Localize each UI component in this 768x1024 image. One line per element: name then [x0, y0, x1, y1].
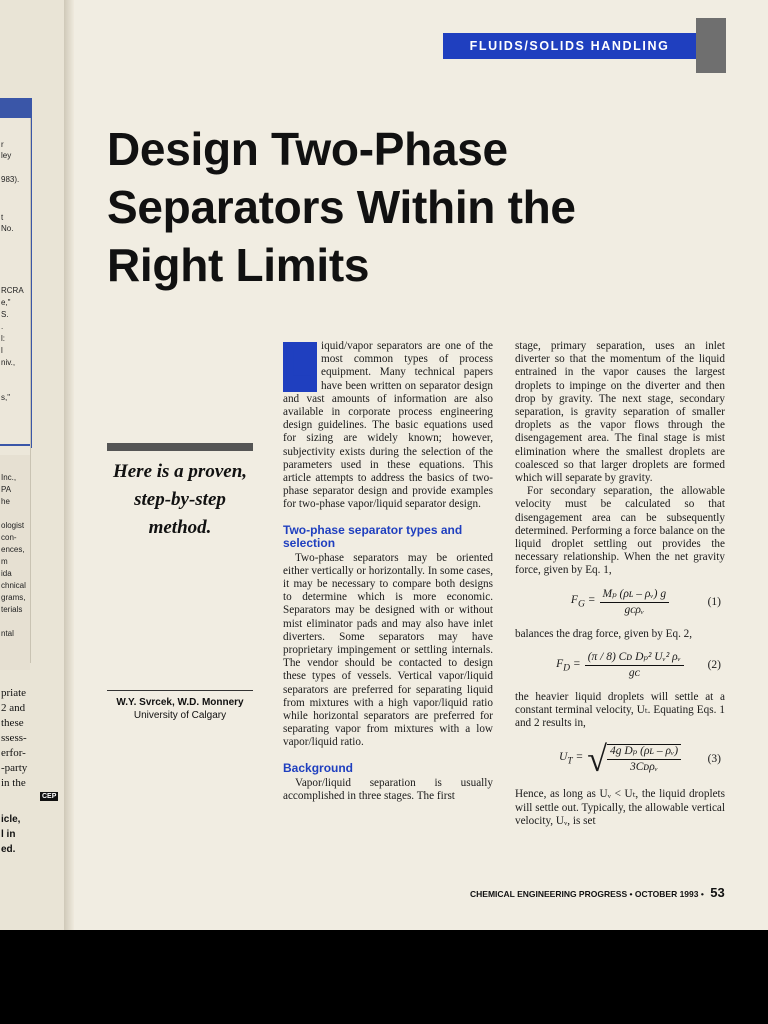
facing-fragment: ntal: [1, 629, 14, 638]
facing-fragment: ologist: [1, 521, 25, 530]
facing-page-sidebar-2: [0, 455, 30, 670]
section-tag-corner: [696, 18, 726, 73]
authors: W.Y. Svrcek, W.D. Monnery: [116, 697, 244, 708]
facing-fragment: l: [1, 346, 3, 355]
footer-bullet: •: [700, 889, 704, 899]
affiliation: University of Calgary: [133, 710, 227, 721]
eq3-label: (3): [707, 752, 721, 765]
article-deck: Here is a proven, step-by-step method.: [112, 461, 248, 538]
facing-fragment: S.: [1, 310, 9, 319]
body-column-1: [283, 340, 493, 803]
paragraph: For secondary separation, the allowable velocity must be calculated so that disengagement area can be subsequently determined. Performing a force balance on the liquid droplet settling out provides the necessary relationship. When the net gravity force, given by Eq. 1,: [515, 485, 725, 577]
facing-text-line: 2 and: [1, 702, 26, 714]
subhead-background: Background: [283, 760, 354, 775]
facing-rule: [0, 444, 30, 446]
facing-fragment: grams,: [1, 593, 26, 602]
paragraph: balances the drag force, given by Eq. 2,: [515, 627, 693, 640]
facing-text-line: icle,: [1, 814, 21, 825]
facing-text-line: ssess-: [1, 732, 27, 744]
eq3-radicand: $\frac{\text{4g Dₚ (ρʟ – ρᵥ)}}{\text{3Cᴅρᵥ}}$: [607, 744, 681, 774]
paragraph: Two-phase separators may be oriented either vertically or horizontally. In some cases, it may be necessary to compare both designs to determine which is more economic. Separators may be designed with or without mist eliminator pads and may also have inlet diverters. Some separators may have proprietary impingement or settling internals. The vendor should be contacted to design these types of vessels. Vertical vapor/liquid separators are preferred for separating liquid from mixtures with a high vapor/liquid ratio while horizontal separators are preferred for separating vapor from mixtures with a low vapor/liquid ratio.: [283, 551, 493, 749]
eq2-label: (2): [707, 659, 721, 672]
facing-text-line: -party: [1, 762, 28, 774]
equation-1: [515, 584, 725, 622]
sqrt-sign: √: [587, 739, 607, 780]
facing-fragment: chnical: [1, 581, 26, 590]
facing-fragment: l:: [1, 334, 5, 343]
eq2-fraction: $\frac{\text{(π / 8) Cᴅ Dₚ² Uᵥ² ρᵥ}}{\text{gᴄ}}$: [585, 651, 684, 680]
intro-paragraph: [283, 340, 493, 512]
facing-fragment: PA: [1, 485, 12, 494]
section-tag: FLUIDS/SOLIDS HANDLING: [443, 33, 696, 59]
facing-fragment: Inc.,: [1, 473, 17, 482]
facing-fragment: RCRA: [1, 286, 24, 295]
facing-fragment: con-: [1, 533, 17, 542]
facing-text-line: in the: [1, 777, 26, 789]
facing-fragment: ida: [1, 569, 12, 578]
drop-cap: L: [283, 342, 317, 392]
footer-bullet: •: [629, 889, 633, 899]
facing-text-line: l in: [1, 829, 16, 840]
facing-fragment: ley: [1, 151, 12, 160]
facing-fragment: r: [1, 140, 4, 149]
facing-fragment: .: [1, 322, 4, 331]
eq3-lhs: $U_T$ =: [558, 751, 584, 767]
facing-text-line: priate: [1, 687, 27, 699]
byline-rule: [107, 690, 253, 691]
facing-page-strip: [0, 0, 64, 930]
page-number: 53: [710, 885, 725, 900]
facing-fragment: t: [1, 213, 4, 222]
article-title: Design Two-Phase Separators Within the Right Limits: [107, 123, 576, 291]
facing-fragment: No.: [1, 224, 14, 233]
eq2-lhs: $F_D$ =: [556, 657, 581, 673]
body-column-2: [515, 340, 725, 828]
facing-fragment: niv.,: [1, 358, 16, 367]
facing-fragment: ences,: [1, 545, 25, 554]
facing-fragment: e,": [1, 298, 11, 307]
facing-fragment: 983).: [1, 175, 20, 184]
eq1-label: (1): [707, 596, 721, 609]
subhead-types: Two-phase separator types and selection: [283, 522, 463, 550]
cep-end-mark: CEP: [42, 793, 57, 800]
facing-fragment: he: [1, 497, 10, 506]
deck-rule: [107, 443, 253, 451]
journal-name: CHEMICAL ENGINEERING PROGRESS: [470, 889, 628, 899]
byline: [107, 696, 253, 722]
paragraph: the heavier liquid droplets will settle at a constant terminal velocity, Uₜ. Equating Eqs. 1 and 2 results in,: [515, 690, 725, 730]
page-footer: [470, 885, 725, 900]
issue-date: OCTOBER 1993: [634, 889, 699, 899]
facing-fragment: m: [1, 557, 8, 566]
facing-text-line: these: [1, 717, 24, 729]
eq1-fraction: $\frac{\text{Mₚ (ρʟ – ρᵥ) g}}{\text{gᴄρᵥ}}$: [600, 588, 670, 617]
paragraph: stage, primary separation, uses an inlet diverter so that the momentum of the liquid entrained in the vapor causes the largest droplets to impinge on the diverter and then drop by gravity. The next stage, secondary separation, is gravity separation of smaller droplets as the vapor flows through the disengagement area. The final stage is mist elimination where the smallest droplets are coalesced so that larger droplets are formed which will separate by gravity.: [515, 340, 725, 485]
page-gutter: [64, 0, 74, 930]
facing-text-line: erfor-: [1, 747, 26, 759]
intro-text: iquid/vapor separators are one of the most common types of process equipment. Many technical papers have been written on separator design and vast amounts of information are also available in corporate process engineering design guidelines. The basic equations used for sizing are widely known; however, subjectivity exists during the selection of the parameters used in these equations. This article attempts to address the basics of two-phase separator design and provide examples for two-phase vapor/liquid separator design.: [283, 340, 493, 511]
equation-2: [515, 647, 725, 685]
paragraph: Vapor/liquid separation is usually accomplished in three stages. The first: [283, 776, 493, 802]
equation-3: [515, 736, 725, 782]
facing-text-line: ed.: [1, 844, 16, 855]
eq1-lhs: $F_G$ =: [570, 594, 596, 610]
facing-fragment: terials: [1, 605, 23, 614]
facing-fragment: s,": [1, 393, 11, 402]
paragraph: Hence, as long as Uᵥ < Uₜ, the liquid droplets will settle out. Typically, the allowable vertical velocity, Uᵥ, is set: [515, 788, 725, 827]
